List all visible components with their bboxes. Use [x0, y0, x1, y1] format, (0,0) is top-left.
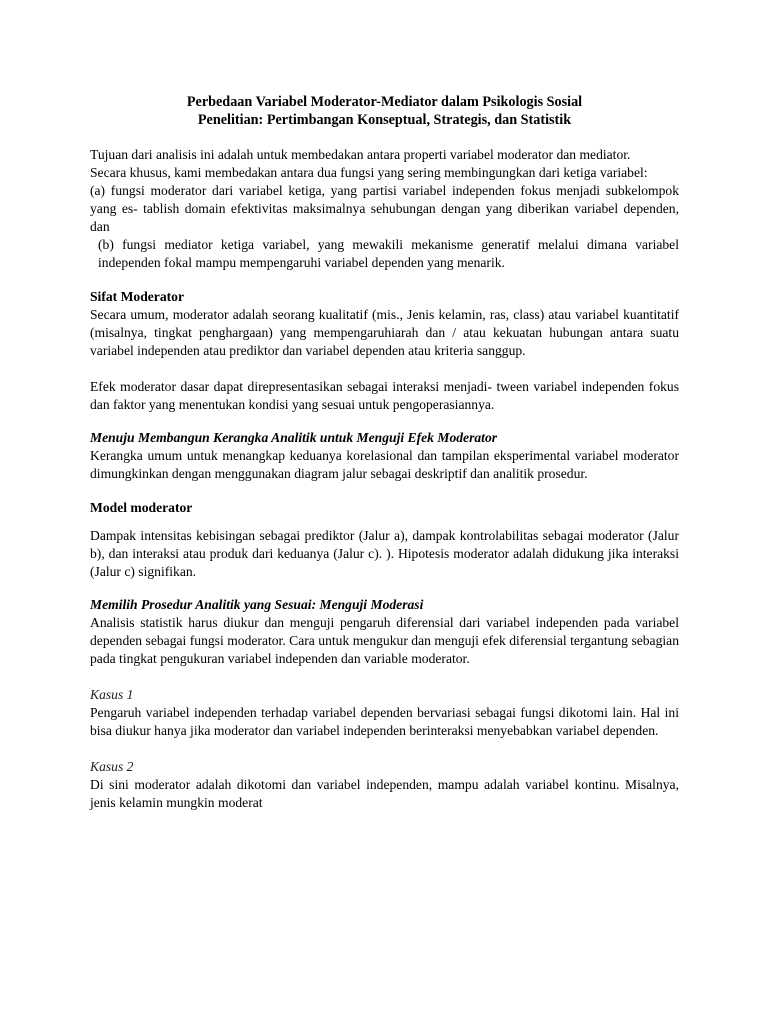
- title-line-1: Perbedaan Variabel Moderator-Mediator dalam Psikologis Sosial: [186, 94, 583, 110]
- kerangka-paragraph-1: Kerangka umum untuk menangkap keduanya korelasional dan tampilan eksperimental variabel moderator dimungkinkan dengan menggunakan diagram jalur sebagai deskriptif dan analitik prosedur.: [90, 448, 679, 481]
- intro-paragraph-1: Tujuan dari analisis ini adalah untuk membedakan antara properti variabel moderator dan mediator.: [90, 147, 631, 162]
- prosedur-section: [90, 596, 679, 668]
- prosedur-paragraph-1: Analisis statistik harus diukur dan menguji pengaruh diferensial dari variabel independen pada variabel dependen sebagai fungsi moderator. Cara untuk mengukur dan menguji efek diferensial tergantung sebagian pada tingkat pengukuran variabel independen dan variable moderator.: [90, 615, 679, 666]
- sifat-paragraph-2: Efek moderator dasar dapat direpresentasikan sebagai interaksi menjadi- tween variabel independen fokus dan faktor yang menentukan kondisi yang sesuai untuk pengoperasiannya.: [90, 379, 679, 412]
- kasus-2-heading: Kasus 2: [90, 759, 134, 774]
- spacer: [90, 360, 679, 378]
- prosedur-heading: Memilih Prosedur Analitik yang Sesuai: Menguji Moderasi: [90, 597, 424, 612]
- intro-paragraph-2: Secara khusus, kami membedakan antara dua fungsi yang sering membingungkan dari ketiga variabel:: [90, 165, 648, 180]
- intro-paragraph-4: (b) fungsi mediator ketiga variabel, yang mewakili mekanisme generatif melalui dimana variabel independen fokal mampu mempengaruhi variabel dependen yang menarik.: [98, 237, 679, 270]
- sifat-heading: Sifat Moderator: [90, 289, 184, 304]
- intro-paragraph-3: (a) fungsi moderator dari variabel ketiga, yang partisi variabel independen fokus menjadi subkelompok yang es- tablish domain efektivitas maksimalnya sehubungan dengan yang diberikan variabel dependen, dan: [90, 183, 679, 234]
- document-title: [90, 93, 679, 129]
- sifat-section: [90, 288, 679, 414]
- intro-section: [90, 146, 679, 272]
- spacer: [90, 517, 679, 527]
- kasus-1-heading: Kasus 1: [90, 687, 134, 702]
- title-line-2: Penelitian: Pertimbangan Konseptual, Strategis, dan Statistik: [197, 112, 572, 128]
- model-paragraph-1: Dampak intensitas kebisingan sebagai prediktor (Jalur a), dampak kontrolabilitas sebagai moderator (Jalur b), dan interaksi atau produk dari keduanya (Jalur c). ). Hipotesis moderator adalah didukung jika interaksi (Jalur c) signifikan.: [90, 528, 679, 579]
- kerangka-heading: Menuju Membangun Kerangka Analitik untuk Menguji Efek Moderator: [90, 430, 498, 445]
- model-heading: Model moderator: [90, 500, 193, 515]
- sifat-paragraph-1: Secara umum, moderator adalah seorang kualitatif (mis., Jenis kelamin, ras, class) atau variabel kuantitatif (misalnya, tingkat penghargaan) yang mempengaruhiarah dan / atau kekuatan hubungan antara suatu variabel independen atau prediktor dan variabel dependen atau kriteria sanggup.: [90, 307, 679, 358]
- kasus-2-section: [90, 758, 679, 812]
- kasus-2-paragraph: Di sini moderator adalah dikotomi dan variabel independen, mampu adalah variabel kontinu. Misalnya, jenis kelamin mungkin moderat: [90, 777, 679, 810]
- kasus-1-paragraph: Pengaruh variabel independen terhadap variabel dependen bervariasi sebagai fungsi dikotomi lain. Hal ini bisa diukur hanya jika moderator dan variabel independen berinteraksi menyebabkan variabel dependen.: [90, 705, 679, 738]
- kasus-1-section: [90, 686, 679, 740]
- model-section: [90, 499, 679, 581]
- document-page: [90, 93, 679, 812]
- kerangka-section: [90, 429, 679, 483]
